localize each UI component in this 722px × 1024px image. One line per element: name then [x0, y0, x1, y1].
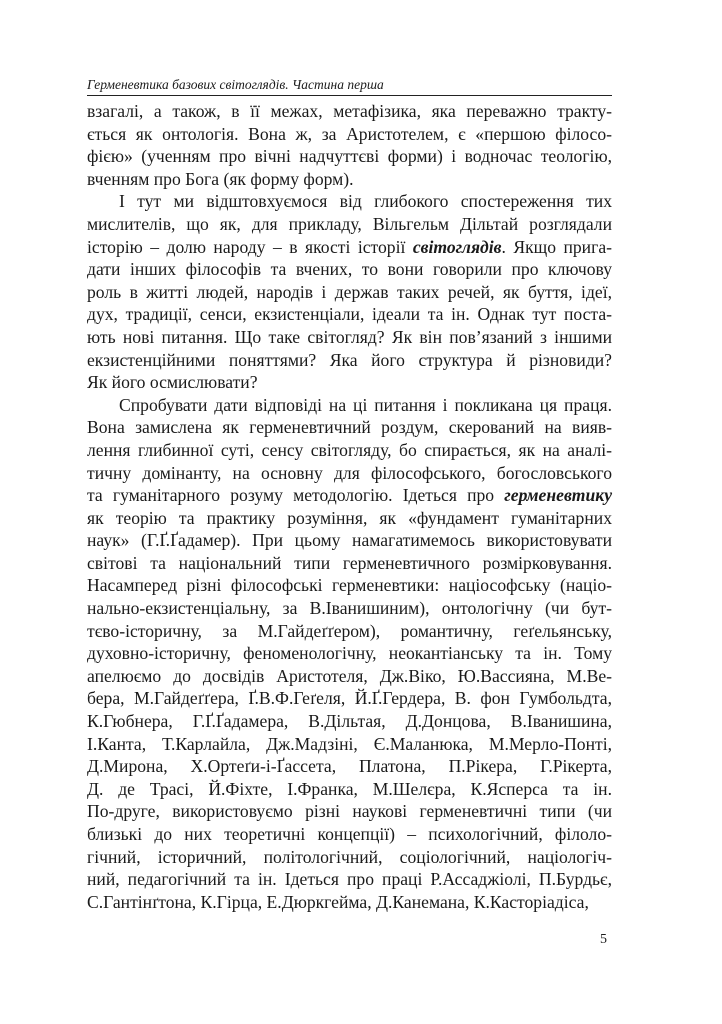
text-line: [87, 710, 612, 733]
text-line: [87, 597, 612, 620]
text-line: [87, 213, 612, 236]
text-segment: К.Гюбнера, Г.Ґ.Ґадамера, В.Дільтая, Д.Донцова, В.Іванишина,: [87, 711, 612, 732]
text-segment: Як його осмислювати?: [87, 372, 258, 393]
text-line: [87, 303, 612, 326]
text-segment: Вона замислена як герменевтичний роздум, скерований на вияв-: [87, 417, 612, 438]
text-line: [87, 439, 612, 462]
text-segment: фією» (ученням про вічні надчуттєві форми) і водночас теологію,: [87, 146, 612, 167]
text-line: [87, 416, 612, 439]
text-segment: наук» (Г.Ґ.Ґадамер). При цьому намагатимемось використовувати: [87, 530, 612, 551]
text-line: [87, 145, 612, 168]
text-segment: як теорію та практику розуміння, як «фундамент гуманітарних: [87, 507, 612, 528]
text-segment: світові та національний типи герменевтичного розмірковування.: [87, 552, 612, 573]
text-segment: Д.Мирона, Х.Ортеґи-і-Ґассета, Платона, П.Рікера, Г.Рікерта,: [87, 756, 612, 777]
text-line: [87, 484, 612, 507]
running-title: Герменевтика базових світоглядів. Частина перша: [87, 77, 384, 92]
text-segment: взагалі, а також, в її межах, метафізика, яка переважно тракту-: [87, 101, 612, 121]
text-segment: близькі до них теоретичні концепції) – психологічний, філоло-: [87, 824, 612, 844]
text-line: [87, 620, 612, 643]
emphasized-term: герменевтику: [504, 485, 612, 506]
text-segment: тєво-історичну, за М.Гайдеґґером), романтичну, геґельянську,: [87, 620, 612, 641]
text-segment: ють нові питання. Що таке світогляд? Як він пов’язаний з іншими: [87, 326, 612, 347]
running-header: [87, 77, 612, 96]
text-line: [87, 846, 612, 869]
text-line: [87, 529, 612, 552]
body-text: [87, 100, 612, 913]
text-line: [87, 236, 612, 259]
text-segment: І.Канта, Т.Карлайла, Дж.Мадзіні, Є.Маланюка, М.Мерло-Понті,: [87, 733, 612, 754]
text-segment: По-друге, використовуємо різні наукові герменевтичні типи (чи: [87, 801, 612, 822]
text-segment: І тут ми відштовхуємося від глибокого спостереження тих: [119, 191, 612, 212]
emphasized-term: світоглядів: [412, 236, 502, 257]
text-line: [87, 123, 612, 146]
text-line: [87, 823, 612, 846]
text-segment: тичну домінанту, на основну для філософського, богословського: [87, 462, 612, 483]
text-segment: ний, педагогічний та ін. Ідеться про праці Р.Ассаджіолі, П.Бурдьє,: [87, 869, 612, 890]
text-line: [87, 868, 612, 891]
text-line: [87, 642, 612, 665]
text-segment: дух, традиції, сенси, екзистенціали, ідеали та ін. Однак тут поста-: [87, 304, 612, 325]
text-segment: вченням про Бога (як форму форм).: [87, 168, 354, 189]
text-line: [87, 462, 612, 485]
text-line: [87, 891, 612, 914]
text-line: [87, 552, 612, 575]
text-segment: лення глибинної суті, сенсу світогляду, бо спирається, як на аналі-: [87, 439, 612, 460]
text-line: [87, 733, 612, 756]
text-segment: роль в житті людей, народів і держав таких речей, як буття, ідеї,: [87, 281, 612, 302]
text-segment: нально-екзистенціальну, за В.Іванишиним), онтологічну (чи бут-: [87, 598, 612, 619]
text-segment: дати інших філософів та вчених, то вони говорили про ключову: [87, 259, 612, 280]
text-line: [87, 778, 612, 801]
text-segment: духовно-історичну, феноменологічну, неокантіанську та ін. Тому: [87, 643, 612, 664]
text-line: [87, 349, 612, 372]
text-line: [87, 665, 612, 688]
text-line: [87, 507, 612, 530]
text-segment: Насамперед різні філософські герменевтики: націософську (націо-: [87, 575, 612, 596]
text-line: [87, 687, 612, 710]
text-line: [87, 190, 612, 213]
text-segment: апелюємо до досвідів Аристотеля, Дж.Віко, Ю.Вассияна, М.Ве-: [87, 665, 612, 686]
text-segment: . Якщо прига-: [501, 236, 612, 257]
text-segment: Спробувати дати відповіді на ці питання і покликана ця праця.: [119, 394, 612, 415]
text-line: [87, 326, 612, 349]
text-segment: історію – долю народу – в якості історії: [87, 236, 413, 257]
text-segment: гічний, історичний, політологічний, соціологічний, націологіч-: [87, 846, 612, 867]
text-line: [87, 371, 612, 394]
text-segment: ється як онтологія. Вона ж, за Аристотелем, є «першою філосо-: [87, 123, 612, 144]
text-segment: мислителів, що як, для прикладу, Вільгельм Дільтай розглядали: [87, 213, 612, 234]
text-segment: та гуманітарного розуму методологію. Ідеться про: [87, 485, 505, 506]
text-segment: Д. де Трасі, Й.Фіхте, І.Франка, М.Шелєра, К.Ясперса та ін.: [87, 778, 612, 799]
text-segment: бера, М.Гайдеґґера, Ґ.В.Ф.Геґеля, Й.Ґ.Гердера, В. фон Гумбольдта,: [87, 688, 612, 709]
text-line: [87, 281, 612, 304]
page-number: 5: [600, 932, 607, 947]
text-line: [87, 755, 612, 778]
text-line: [87, 800, 612, 823]
text-segment: С.Гантінґтона, К.Гірца, Е.Дюркгейма, Д.Канемана, К.Касторіадіса,: [87, 891, 589, 912]
text-line: [87, 100, 612, 123]
text-line: [87, 168, 612, 191]
text-segment: екзистенційними поняттями? Яка його структура й різновиди?: [87, 349, 612, 370]
text-line: [87, 574, 612, 597]
text-line: [87, 258, 612, 281]
text-line: [87, 394, 612, 417]
